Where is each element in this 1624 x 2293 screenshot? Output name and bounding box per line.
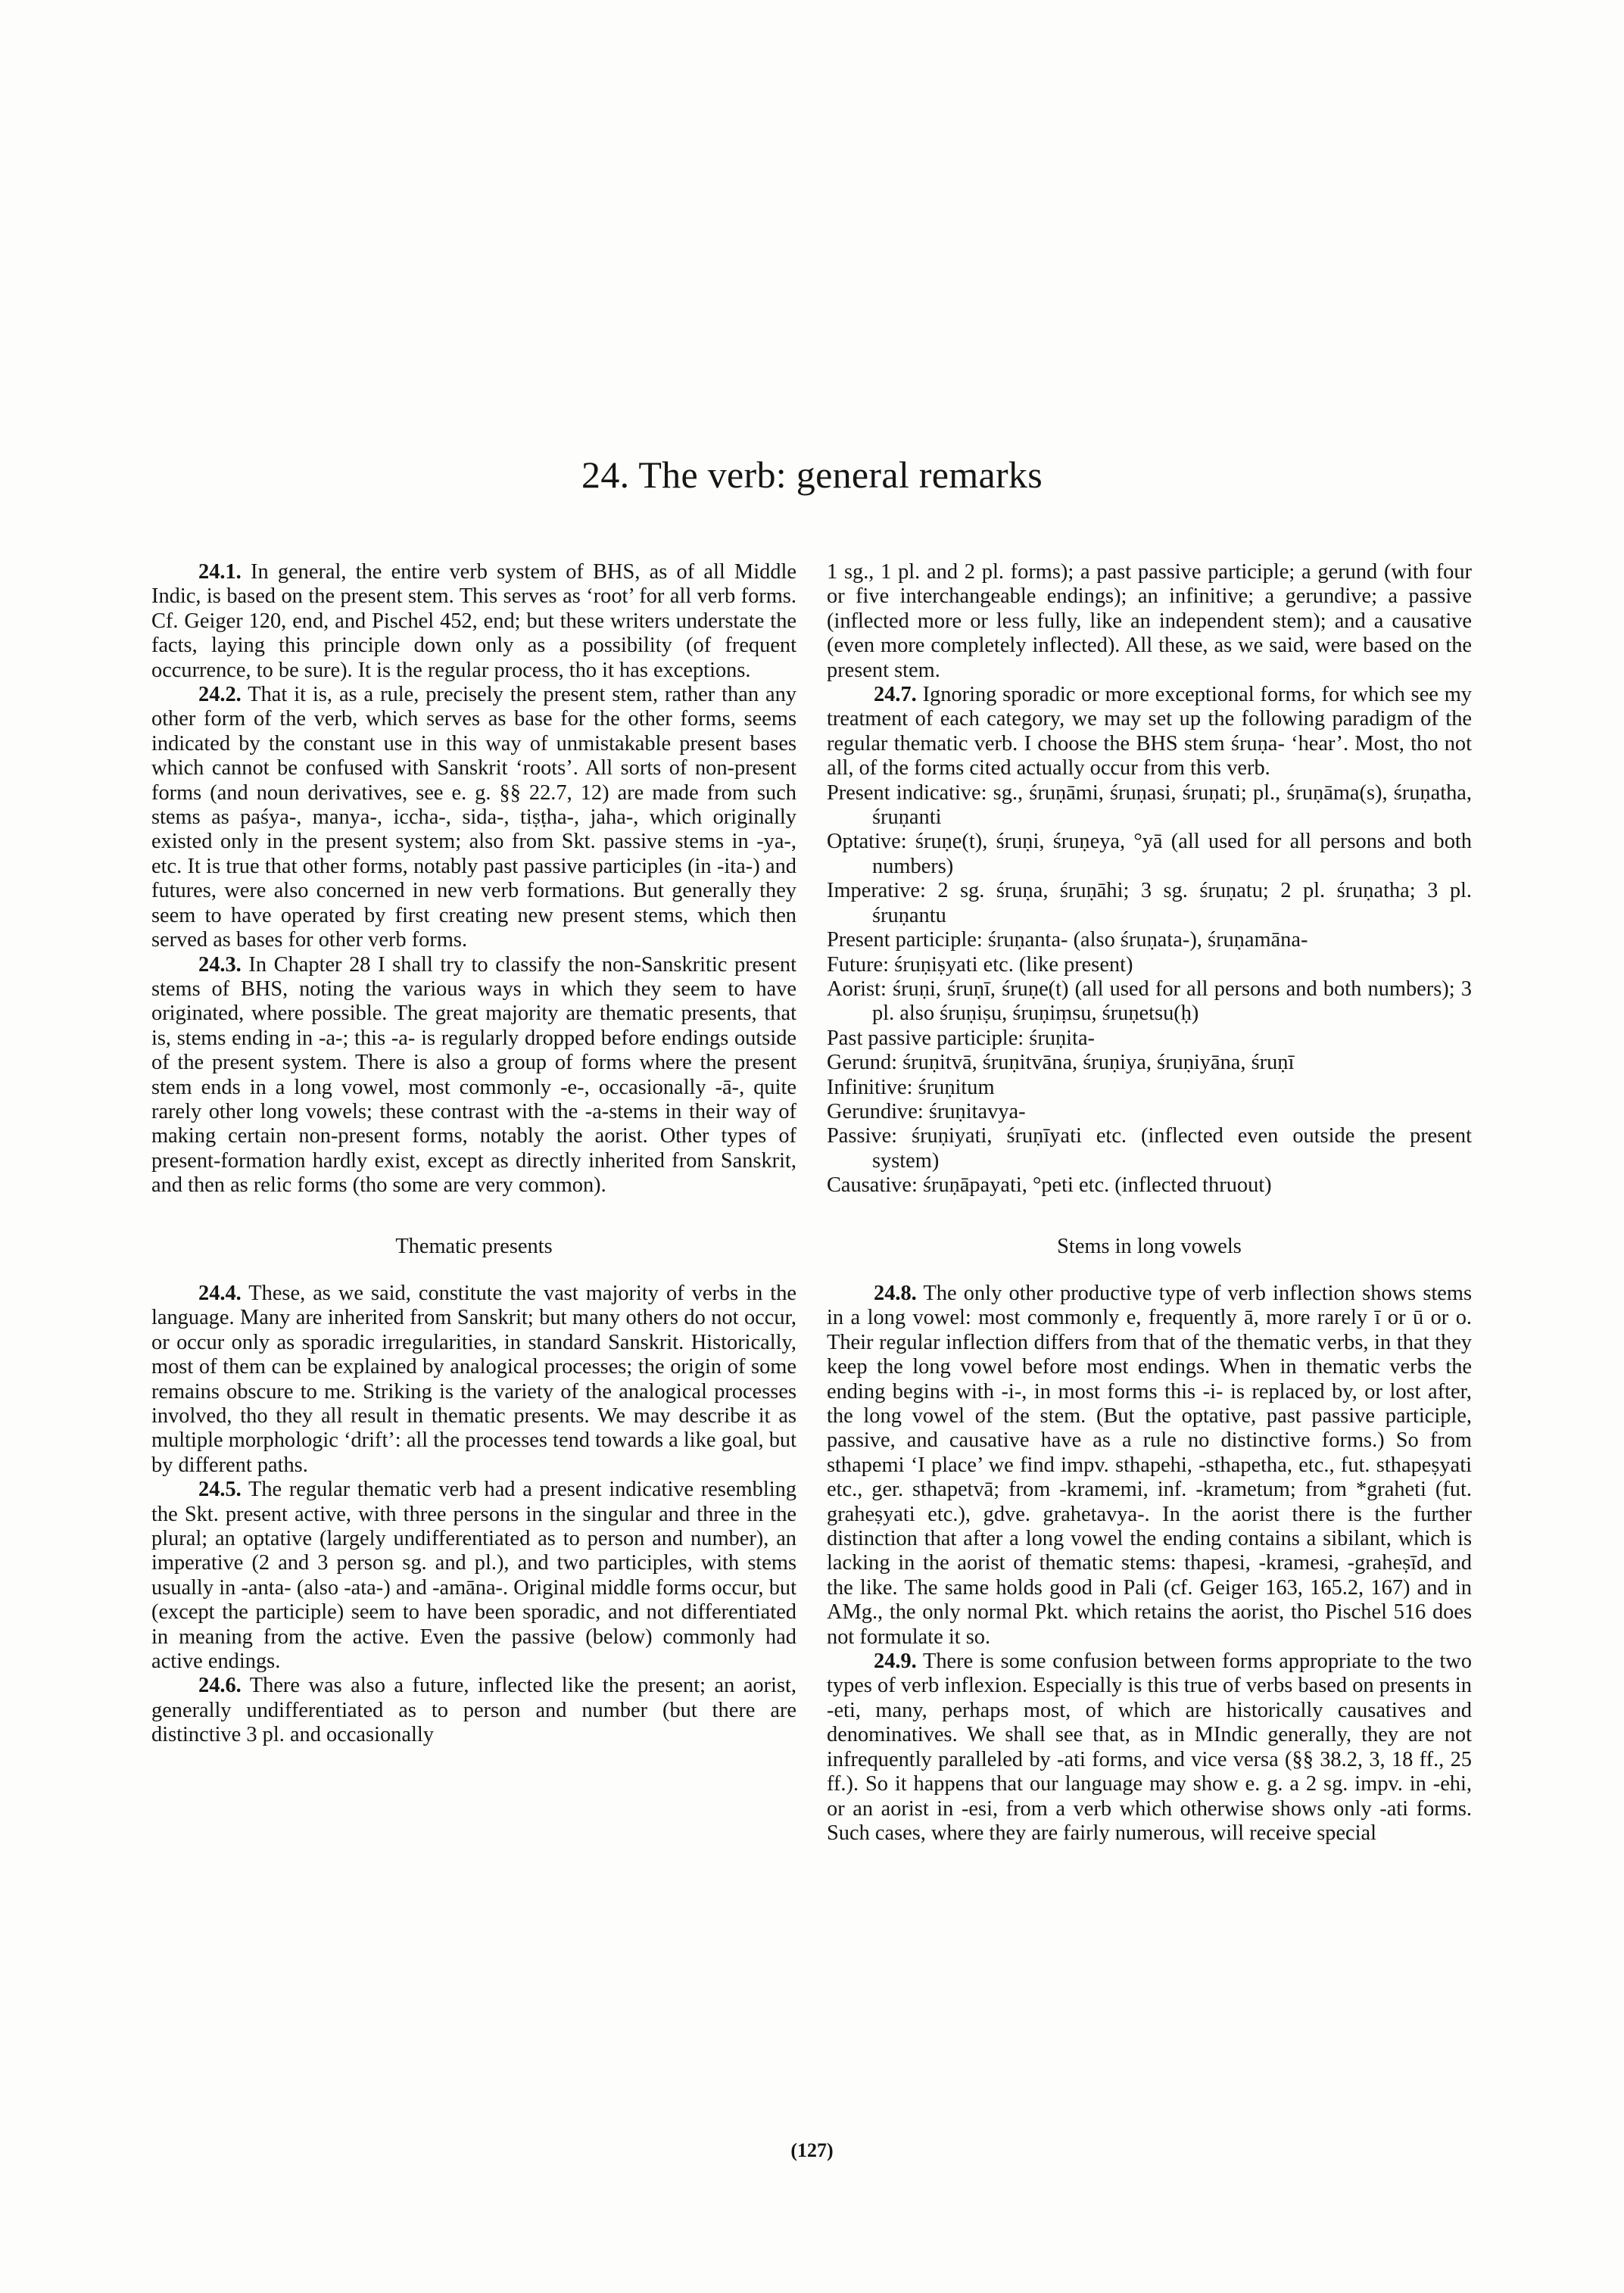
paradigm-entry: Past passive participle: śruṇita- — [827, 1026, 1096, 1050]
paragraph-24-6 — [151, 1674, 796, 1747]
paradigm-entry: Aorist: śruṇi, śruṇī, śruṇe(t) (all used for all persons and both numbers); 3 pl. also śruṇiṣu, śruṇiṃsu, śruṇetsu(ḥ) — [827, 977, 1472, 1026]
paradigm-entry: Causative: śruṇāpayati, °peti etc. (inflected thruout) — [827, 1173, 1272, 1198]
paragraph-24-6-continued: 1 sg., 1 pl. and 2 pl. forms); a past passive participle; a gerund (with four or five interchangeable endings); an infinitive; a gerundive; a passive (inflected more or less fully, like an independent stem); and a causative (even more completely inflected). All these, as we said, were based on the present stem. — [827, 560, 1472, 682]
left-column — [151, 560, 796, 1748]
section-number: 24.7. — [874, 683, 917, 707]
paradigm-entry: Present indicative: sg., śruṇāmi, śruṇasi, śruṇati; pl., śruṇāma(s), śruṇatha, śruṇanti — [827, 780, 1472, 830]
section-number: 24.1. — [198, 560, 242, 584]
page-number: (127) — [790, 2139, 834, 2161]
paradigm-entry: Present participle: śruṇanta- (also śruṇata-), śruṇamāna- — [827, 928, 1308, 952]
paragraph-text: There is some confusion between forms appropriate to the two types of verb inflexion. Especially is this true of verbs based on presents in -eti, many, perhaps most, of which are historically causatives and denominatives. We shall see that, as in MIndic generally, they are not infrequently paralleled by -ati forms, and vice versa (§§ 38.2, 3, 18 ff., 25 ff.). So it happens that our language may show e. g. a 2 sg. impv. in -ehi, or an aorist in -esi, from a verb which otherwise shows only -ati forms. Such cases, where they are fairly numerous, will receive special — [827, 1650, 1472, 1845]
paragraph-text: Ignoring sporadic or more exceptional forms, for which see my treatment of each category, we may set up the following paradigm of the regular thematic verb. I choose the BHS stem śruṇa- ‘hear’. Most, tho not all, of the forms cited actually occur from this verb. — [827, 683, 1472, 780]
paragraph-text: The regular thematic verb had a present indicative resembling the Skt. present active, with three persons in the singular and three in the plural; an optative (largely undifferentiated as to person and number), an imperative (2 and 3 person sg. and pl.), and two participles, with stems usually in -anta- (also -ata-) and -amāna-. Original middle forms occur, but (except the participle) seem to have been sporadic, and not differentiated in meaning from the active. Even the passive (below) commonly had active endings. — [151, 1478, 796, 1674]
paradigm-entry: Gerund: śruṇitvā, śruṇitvāna, śruṇiya, śruṇiyāna, śruṇī — [827, 1051, 1295, 1075]
paragraph-text: The only other productive type of verb inflection shows stems in a long vowel: most commonly e, frequently ā, more rarely ī or ū or o. Their regular inflection differs from that of the thematic verbs, in that they keep the long vowel before most endings. When in thematic verbs the ending begins with -i-, in most forms this -i- is replaced by, or lost after, the long vowel of the stem. (But the optative, past passive participle, passive, and causative have as a rule no distinctive forms.) So from sthapemi ‘I place’ we find impv. sthapehi, -sthapetha, etc., fut. sthapeṣyati etc., ger. sthapetvā; from -kramemi, inf. -krametum; from *graheti (fut. graheṣyati etc.), gdve. grahetavya-. In the aorist there is the further distinction that after a long vowel the ending contains a sibilant, which is lacking in the aorist of thematic stems: thapesi, -kramesi, -graheṣīd, and the like. The same holds good in Pali (cf. Geiger 163, 165.2, 167) and in AMg., the only normal Pkt. which retains the aorist, tho Pischel 516 does not formulate it so. — [827, 1281, 1472, 1649]
paragraph-text: That it is, as a rule, precisely the present stem, rather than any other form of the verb, which serves as base for the other forms, seems indicated by the constant use in this way of unmistakable present bases which cannot be confused with Sanskrit ‘roots’. All sorts of non-present forms (and noun derivatives, see e. g. §§ 22.7, 12) are made from such stems as paśya-, manya-, iccha-, sida-, tiṣṭha-, jaha-, which originally existed only in the present system; also from Skt. passive stems in -ya-, etc. It is true that other forms, notably past passive participles (in -ita-) and futures, were also concerned in new verb formations. But generally they seem to have operated by first creating new present stems, which then served as bases for other verb forms. — [151, 683, 796, 952]
section-number: 24.9. — [874, 1650, 917, 1674]
paragraph-24-9 — [827, 1650, 1472, 1846]
section-number: 24.2. — [198, 683, 242, 707]
paragraph-24-8 — [827, 1282, 1472, 1650]
chapter-title: 24. The verb: general remarks — [581, 453, 1043, 496]
paragraph-text: These, as we said, constitute the vast majority of verbs in the language. Many are inherited from Sanskrit; but many others do not occur, or occur only as sporadic irregularities, in standard Sanskrit. Historically, most of them can be explained by analogical processes; the origin of some remains obscure to me. Striking is the variety of the analogical processes involved, tho they all result in thematic presents. We may describe it as multiple morphologic ‘drift’: all the processes tend towards a like goal, but by different paths. — [151, 1281, 796, 1477]
paragraph-text: In Chapter 28 I shall try to classify the non-Sanskritic present stems of BHS, noting the various ways in which they seem to have originated, where possible. The great majority are thematic presents, that is, stems ending in -a-; this -a- is regularly dropped before endings outside of the present system. There is also a group of forms where the present stem ends in a long vowel, most commonly -e-, occasionally -ā-, quite rarely other long vowels; these contrast with the -a-stems in their way of making certain non-present forms, notably the aorist. Other types of present-formation hardly exist, except as directly inherited from Sanskrit, and then as relic forms (tho some are very common). — [151, 952, 796, 1198]
section-number: 24.3. — [198, 952, 242, 977]
verb-paradigm-list — [827, 781, 1472, 1198]
paragraph-text: In general, the entire verb system of BHS, as of all Middle Indic, is based on the present stem. This serves as ‘root’ for all verb forms. Cf. Geiger 120, end, and Pischel 452, end; but these writers understate the facts, laying this principle down only as a possibility (of frequent occurrence, to be sure). It is the regular process, tho it has exceptions. — [151, 560, 796, 682]
right-column — [827, 560, 1472, 1846]
paradigm-entry: Imperative: 2 sg. śruṇa, śruṇāhi; 3 sg. śruṇatu; 2 pl. śruṇatha; 3 pl. śruṇantu — [827, 879, 1472, 927]
section-number: 24.6. — [198, 1674, 242, 1698]
paragraph-24-2 — [151, 683, 796, 952]
paragraph-24-3 — [151, 953, 796, 1198]
paragraph-24-1 — [151, 560, 796, 683]
section-number: 24.5. — [198, 1478, 242, 1502]
paradigm-entry: Optative: śruṇe(t), śruṇi, śruṇeya, °yā (all used for all persons and both numbers) — [827, 830, 1472, 878]
section-number: 24.8. — [874, 1281, 917, 1305]
paradigm-entry: Gerundive: śruṇitavya- — [827, 1099, 1026, 1123]
paragraph-24-4 — [151, 1282, 796, 1478]
paradigm-entry: Infinitive: śruṇitum — [827, 1075, 995, 1099]
paradigm-entry: Future: śruṇiṣyati etc. (like present) — [827, 952, 1133, 977]
paragraph-24-7 — [827, 683, 1472, 781]
paradigm-entry: Passive: śruṇiyati, śruṇīyati etc. (inflected even outside the present system) — [827, 1124, 1472, 1173]
section-heading-thematic-presents: Thematic presents — [395, 1234, 553, 1258]
paragraph-text: There was also a future, inflected like the present; an aorist, generally undifferentiated as to person and number (but there are distinctive 3 pl. and occasionally — [151, 1674, 796, 1747]
section-number: 24.4. — [198, 1281, 242, 1305]
paragraph-24-5 — [151, 1478, 796, 1674]
section-heading-long-vowels: Stems in long vowels — [1057, 1234, 1242, 1258]
